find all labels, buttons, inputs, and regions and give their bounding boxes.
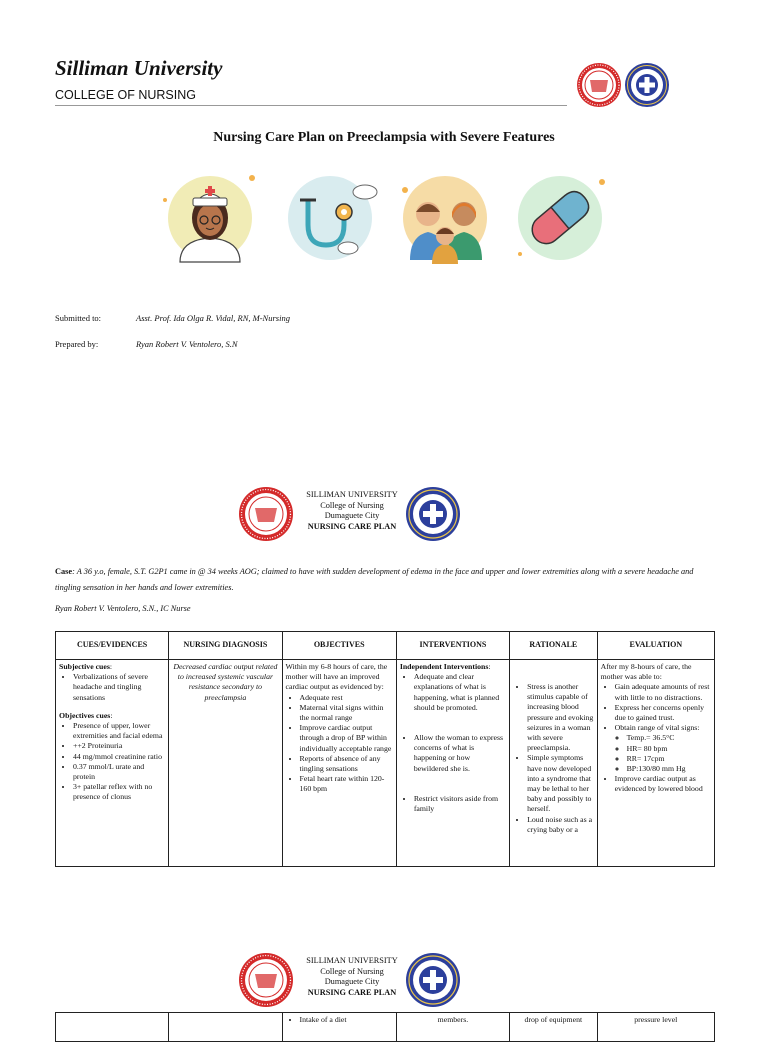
- submitted-to-value: Asst. Prof. Ida Olga R. Vidal, RN, M-Nursing: [136, 313, 290, 323]
- list-item: • Intake of a diet: [300, 1015, 393, 1025]
- form-city: Dumaguete City: [324, 511, 380, 520]
- vital-bp: ◦ BP:130/80 mm Hg: [627, 764, 711, 774]
- form-university: SILLIMAN UNIVERSITY: [306, 490, 398, 499]
- care-plan-form-header: [238, 486, 468, 542]
- list-item: • 0.37 mmol/L urate and protein: [73, 762, 165, 782]
- header-interventions: INTERVENTIONS: [396, 632, 509, 660]
- diagnosis-cell: [169, 1013, 282, 1042]
- rationale-cell: drop of equipment: [510, 1013, 598, 1042]
- list-item: • Adequate rest: [300, 693, 393, 703]
- form-university: SILLIMAN UNIVERSITY: [306, 956, 398, 965]
- list-item: • Stress is another stimulus capable of increasing blood pressure and evoking seizures in a woman with severe preeclampsia.: [527, 682, 594, 753]
- illustration-row: [160, 170, 610, 265]
- list-item: • Maternal vital signs within the normal range: [300, 703, 393, 723]
- form-title: NURSING CARE PLAN: [307, 987, 397, 997]
- list-item: • Express her concerns openly due to gained trust.: [615, 703, 711, 723]
- list-item: • 3+ patellar reflex with no presence of clonus: [73, 782, 165, 802]
- plan-title: Nursing Care Plan on Preeclampsia with Severe Features: [213, 130, 555, 145]
- prepared-by-label: Prepared by:: [55, 339, 99, 349]
- objectives-intro: Within my 6-8 hours of care, the mother will have an improved cardiac output as evidenced by:: [285, 662, 388, 692]
- list-item: • Improve cardiac output as evidenced by lowered blood: [615, 774, 711, 794]
- silliman-seal-icon: [577, 63, 621, 107]
- list-item: • Fetal heart rate within 120-160 bpm: [300, 774, 393, 794]
- list-item: • 44 mg/mmol creatinine ratio: [73, 752, 165, 762]
- objective-cues-label: Objectives cues: [59, 710, 111, 720]
- college-of-nursing-seal-icon: [404, 486, 462, 542]
- list-item: • Improve cardiac output through a drop of BP within individually acceptable range: [300, 723, 393, 754]
- list-item: • Adequate and clear explanations of what is happening, what is planned should be promoted.: [414, 672, 506, 713]
- list-item: • ++2 Proteinuria: [73, 741, 165, 751]
- vital-temp: ◦ Temp.= 36.5°C: [627, 733, 711, 743]
- title-divider: [55, 105, 567, 106]
- list-item: • Gain adequate amounts of rest with little to no distractions.: [615, 682, 711, 702]
- objectives-cell: [282, 660, 396, 867]
- vital-hr: ◦ HR= 80 bpm: [627, 744, 711, 754]
- diagnosis-cell: Decreased cardiac output related to increased systemic vascular resistance secondary to preeclampsia: [169, 660, 282, 867]
- list-item: • Reports of absence of any tingling sensations: [300, 754, 393, 774]
- interventions-cell: members.: [396, 1013, 509, 1042]
- university-title: Silliman University: [55, 56, 223, 80]
- list-item: • Presence of upper, lower extremities and facial edema: [73, 721, 165, 741]
- vital-rr: ◦ RR= 17cpm: [627, 754, 711, 764]
- care-plan-table: [55, 631, 715, 867]
- cues-cell: [56, 1013, 169, 1042]
- college-of-nursing-seal-icon: [404, 952, 462, 1008]
- form-title: NURSING CARE PLAN: [307, 521, 397, 531]
- subjective-cues-label: Subjective cues: [59, 662, 110, 671]
- silliman-seal-icon: [238, 486, 294, 542]
- list-item: • Obtain range of vital signs: ◦ Temp.= 36.5°C ◦ HR= 80 bpm ◦ RR= 17cpm ◦ BP:130/80 mm Hg: [615, 723, 711, 774]
- stethoscope-icon: [288, 176, 377, 260]
- cues-cell: Subjective cues: • Verbalizations of severe headache and tingling sensations Objectives cues: • Presence of upper, lower extremities and facial edema • ++2 Proteinuria • 44 mg/mmol creatinine ratio • 0.37 mmol/L urate and protein • 3+ patellar reflex with no presence of clonus: [56, 660, 169, 867]
- header-diagnosis: NURSING DIAGNOSIS: [169, 632, 282, 660]
- form-college: College of Nursing: [320, 966, 384, 976]
- college-name: COLLEGE OF NURSING: [55, 88, 196, 102]
- pill-capsule-icon: [518, 176, 605, 260]
- nurse-icon: [163, 175, 255, 262]
- submitted-to-label: Submitted to:: [55, 313, 102, 323]
- care-plan-form-header-2: [238, 952, 468, 1008]
- evaluation-cell: [597, 660, 714, 867]
- header-cues: CUES/EVIDENCES: [56, 632, 169, 660]
- prepared-by-value: Ryan Robert V. Ventolero, S.N: [136, 339, 238, 349]
- care-plan-table-continued: [55, 1012, 715, 1042]
- form-city: Dumaguete City: [324, 977, 380, 986]
- list-item: • Verbalizations of severe headache and tingling sensations: [73, 672, 165, 703]
- evaluation-intro: After my 8-hours of care, the mother was able to:: [600, 662, 692, 682]
- header-rationale: RATIONALE: [510, 632, 598, 660]
- prepared-by-row: [55, 339, 455, 351]
- list-item: • Loud noise such as a crying baby or a: [527, 815, 594, 835]
- header-evaluation: EVALUATION: [597, 632, 714, 660]
- family-icon: [402, 176, 487, 264]
- interventions-cell: Independent Interventions: • Adequate and clear explanations of what is happening, what is planned should be promoted. • Allow the woman to express concerns of what is happening or how bewildered she is. • Restrict visitors aside from family: [396, 660, 509, 867]
- form-college: College of Nursing: [320, 500, 384, 510]
- interventions-title: Independent Interventions: [399, 662, 489, 671]
- nurse-name: Ryan Robert V. Ventolero, S.N., IC Nurse: [55, 604, 191, 613]
- list-item: • Allow the woman to express concerns of what is happening or how bewildered she is.: [414, 733, 506, 774]
- case-description: [55, 564, 715, 596]
- objectives-cell: [282, 1013, 396, 1042]
- college-of-nursing-seal-icon: [625, 63, 669, 107]
- list-item: • Simple symptoms have now developed into a syndrome that may be lethal to her baby and possibly to herself.: [527, 753, 594, 814]
- header-objectives: OBJECTIVES: [282, 632, 396, 660]
- list-item: • Restrict visitors aside from family: [414, 794, 506, 814]
- submitted-to-row: [55, 313, 455, 325]
- silliman-seal-icon: [238, 952, 294, 1008]
- university-seals: [576, 62, 671, 108]
- evaluation-cell: pressure level: [597, 1013, 714, 1042]
- case-text: : A 36 y.o, female, S.T. G2P1 came in @ 34 weeks AOG; claimed to have with sudden development of edema in the face and upper and lower extremities along with a severe headache and tingling sensation in her hands and lower extremities.: [55, 567, 694, 592]
- case-label: Case: [55, 567, 73, 576]
- rationale-cell: [510, 660, 598, 867]
